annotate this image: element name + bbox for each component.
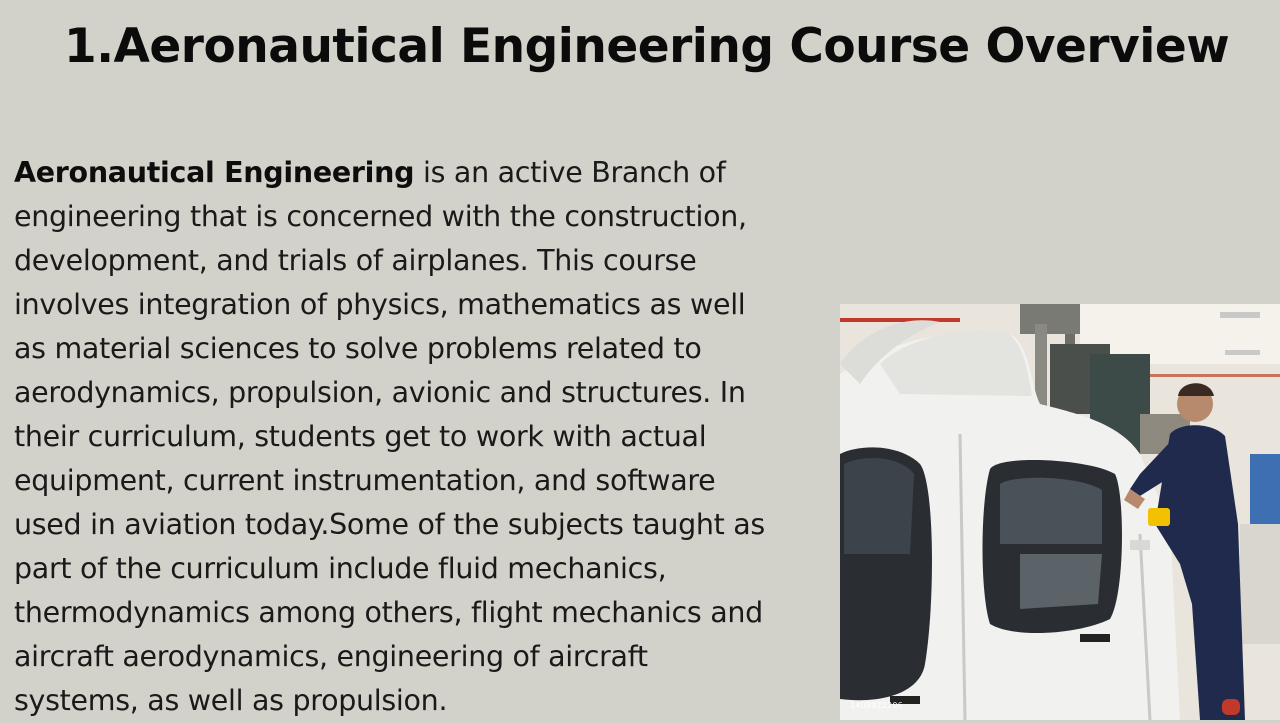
body-line: aerodynamics, propulsion, avionic and structures. In — [14, 376, 746, 409]
body-line: aircraft aerodynamics, engineering of aircraft — [14, 640, 648, 673]
slide-title: 1.Aeronautical Engineering Course Overview — [64, 19, 1230, 74]
body-line: engineering that is concerned with the construction, — [14, 200, 747, 233]
body-paragraph — [14, 151, 834, 723]
body-line: as material sciences to solve problems related to — [14, 332, 702, 365]
body-line: thermodynamics among others, flight mechanics and — [14, 596, 763, 629]
photo-illustration — [840, 304, 1280, 720]
body-line: part of the curriculum include fluid mechanics, — [14, 552, 667, 585]
photo-stock-id: 1408922206 — [850, 701, 903, 710]
body-lead-bold: Aeronautical Engineering — [14, 156, 415, 189]
body-line: used in aviation today.Some of the subjects taught as — [14, 508, 765, 541]
body-line: development, and trials of airplanes. This course — [14, 244, 697, 277]
helicopter-maintenance-photo — [840, 304, 1280, 720]
body-line-1-rest: is an active Branch of — [414, 156, 726, 189]
body-line-1 — [14, 151, 834, 195]
body-line: their curriculum, students get to work with actual — [14, 420, 707, 453]
body-line: systems, as well as propulsion. — [14, 684, 448, 717]
body-line: involves integration of physics, mathematics as well — [14, 288, 746, 321]
body-line: equipment, current instrumentation, and software — [14, 464, 716, 497]
